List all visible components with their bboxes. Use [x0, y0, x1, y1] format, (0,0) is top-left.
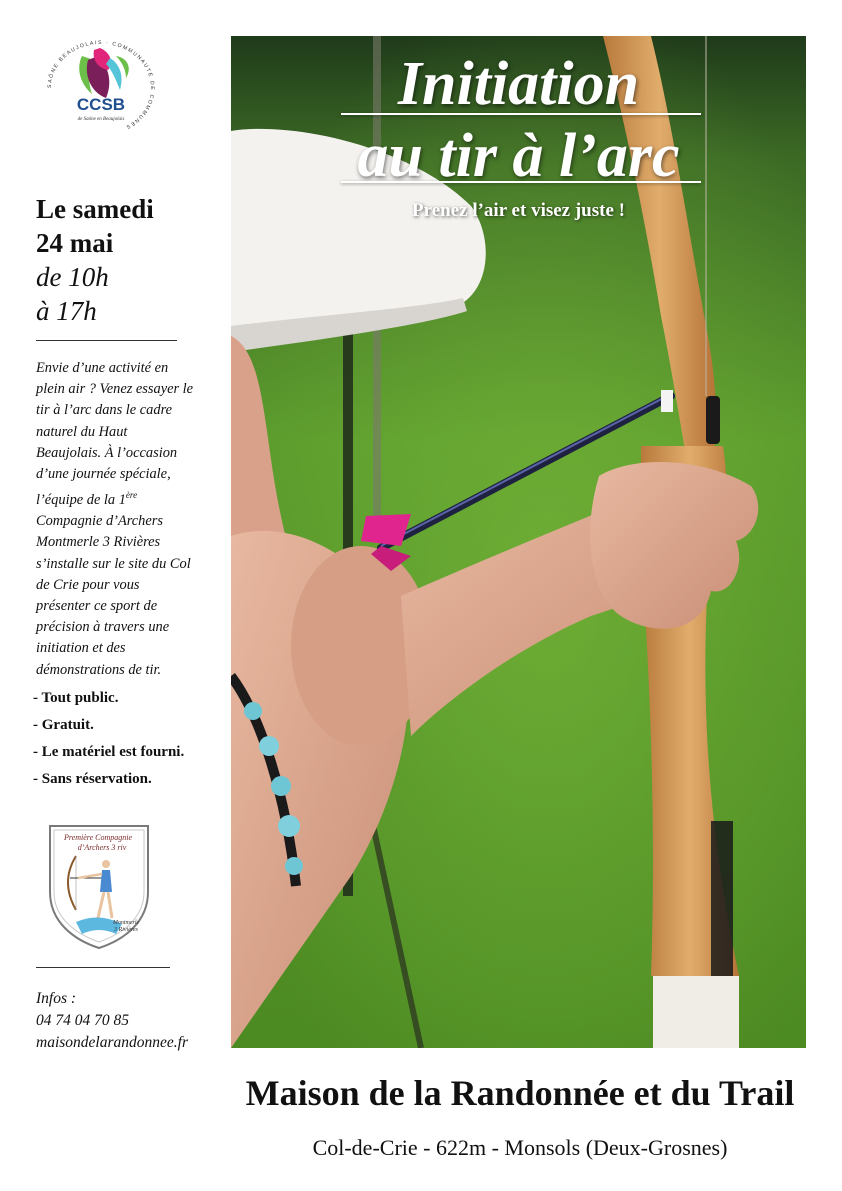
feature-list — [33, 688, 193, 796]
title-line-2: au tir à l’arc — [357, 122, 680, 190]
contact-info — [36, 988, 226, 1054]
intro-text: Envie d’une activité en plein air ? Venez essayer le tir à l’arc dans le cadre naturel du Haut Beaujolais. À l’occasion d’une journée spéciale, l’équipe de la 1ère Compagnie d’Archers Montmerle 3 Rivières s’installe sur le site du Col de Crie pour vous présenter ce sport de précision à travers une initiation et des démonstrations de tir. — [36, 360, 194, 678]
logo-tagline: de Saône en Beaujolais — [77, 117, 125, 122]
poster-title — [231, 48, 806, 192]
title-line-1: Initiation — [397, 50, 640, 118]
logo-acronym: CCSB — [76, 95, 126, 114]
venue-address: Col-de-Crie - 622m - Monsols (Deux-Grosnes) — [312, 1135, 728, 1160]
archery-photo — [231, 36, 806, 1048]
poster-subtitle: Prenez l’air et visez juste ! — [412, 200, 625, 221]
day-label: Le samedi — [36, 194, 154, 224]
list-item: - Le matériel est fourni. — [33, 742, 193, 763]
ccsb-logo — [36, 34, 166, 144]
time-to: à 17h — [36, 296, 97, 326]
website-link[interactable]: maisondelarandonnee.fr — [36, 1034, 188, 1051]
list-item: - Sans réservation. — [33, 769, 193, 790]
archers-club-crest — [46, 822, 152, 950]
time-from: de 10h — [36, 262, 109, 292]
list-item: - Tout public. — [33, 688, 193, 709]
title-underline-2 — [341, 181, 701, 183]
divider-top — [36, 340, 177, 341]
phone-number: 04 74 04 70 85 — [36, 1012, 129, 1029]
crest-line-2: d’Archers 3 riv — [77, 843, 127, 852]
divider-bottom — [36, 967, 170, 968]
list-item: - Gratuit. — [33, 715, 193, 736]
crest-line-1: Première Compagnie — [63, 833, 133, 842]
venue-name: Maison de la Randonnée et du Trail — [245, 1073, 795, 1113]
date-value: 24 mai — [36, 228, 114, 258]
ordinal-suffix: ère — [125, 490, 138, 501]
infos-label: Infos : — [36, 990, 77, 1007]
title-underline-1 — [341, 113, 701, 115]
logo-ring-text: SAÔNE BEAUJOLAIS · COMMUNAUTÉ DE COMMUNES — [46, 39, 156, 131]
crest-line-4: 3 Rivières — [114, 927, 138, 933]
event-date — [36, 192, 186, 328]
crest-line-3: Montmerle — [112, 920, 140, 926]
